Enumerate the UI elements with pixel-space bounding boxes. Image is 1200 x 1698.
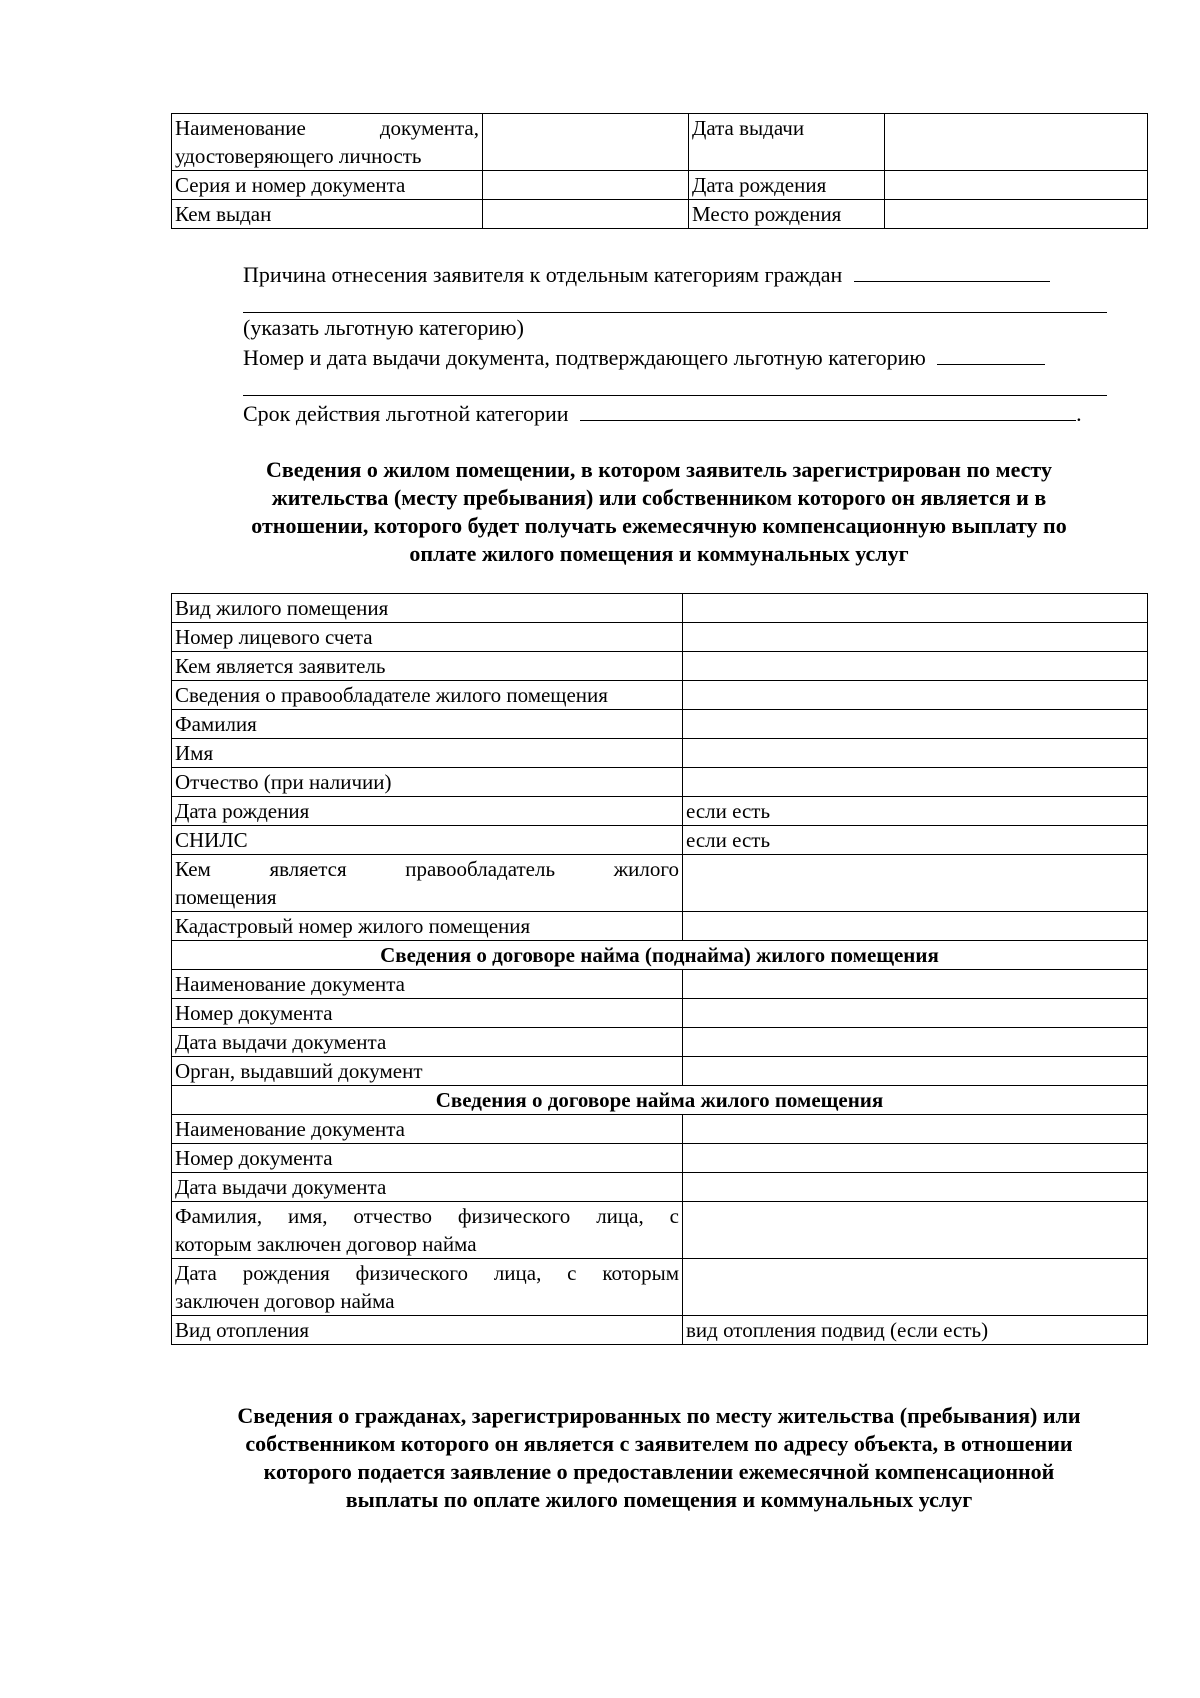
housing-row-label: Сведения о правообладателе жилого помещения [172,681,683,710]
series-number-value-cell[interactable] [483,171,689,200]
housing-row-value[interactable] [683,594,1148,623]
table-row [172,1316,1148,1345]
owner-who-word: жилого [613,857,679,881]
category-doc-row [243,342,1113,372]
category-reason-row [243,259,1113,289]
doc-name-word-1: Наименование [175,116,306,140]
category-doc-blank[interactable] [937,342,1045,365]
table-row [172,999,1148,1028]
owner-who-line-2: помещения [175,885,277,909]
tenant-name-line-1: Фамилия, имя, отчество физического лица, с [175,1204,679,1228]
category-reason-blank[interactable] [854,259,1050,282]
citizens-heading-line-1: Сведения о гражданах, зарегистрированных по месту жительства (пребывания) или [237,1403,1081,1428]
lease-section-title: Сведения о договоре найма жилого помещения [172,1086,1148,1115]
table-row [172,1028,1148,1057]
sublease-row-label: Наименование документа [172,970,683,999]
tenant-birth-line-2: заключен договор найма [175,1289,395,1313]
sublease-row-value[interactable] [683,1028,1148,1057]
table-row [172,652,1148,681]
table-row [172,1057,1148,1086]
category-validity-end: . [1076,401,1082,426]
table-row [172,941,1148,970]
housing-heading-line-4: оплате жилого помещения и коммунальных услуг [409,541,909,566]
cadastral-label: Кадастровый номер жилого помещения [172,912,683,941]
lease-row-value[interactable] [683,1115,1148,1144]
issue-date-value-cell[interactable] [885,114,1148,171]
identity-document-table [171,113,1148,229]
housing-heading-line-3: отношении, которого будет получать ежемесячную компенсационную выплату по [251,513,1067,538]
housing-row-label: Дата рождения [172,797,683,826]
tenant-birth-label-cell [172,1259,683,1316]
sublease-row-label: Орган, выдавший документ [172,1057,683,1086]
owner-who-value-cell[interactable] [683,855,1148,912]
housing-row-label: Имя [172,739,683,768]
table-row [172,623,1148,652]
category-validity-label: Срок действия льготной категории [243,401,569,426]
housing-row-label: Фамилия [172,710,683,739]
issued-by-value-cell[interactable] [483,200,689,229]
housing-row-value[interactable]: если есть [683,826,1148,855]
housing-section-heading [171,456,1147,568]
tenant-name-value-cell[interactable] [683,1202,1148,1259]
citizens-heading-line-4: выплаты по оплате жилого помещения и коммунальных услуг [345,1487,973,1512]
housing-row-label: СНИЛС [172,826,683,855]
table-row [172,594,1148,623]
owner-who-word: является [269,857,347,881]
housing-row-label: Вид жилого помещения [172,594,683,623]
category-reason-line-2[interactable] [243,312,1107,313]
series-number-label: Серия и номер документа [172,171,483,200]
sublease-row-value[interactable] [683,999,1148,1028]
sublease-row-label: Дата выдачи документа [172,1028,683,1057]
housing-row-label: Кем является заявитель [172,652,683,681]
lease-row-value[interactable] [683,1173,1148,1202]
tenant-birth-value-cell[interactable] [683,1259,1148,1316]
table-row [172,912,1148,941]
housing-row-value[interactable]: если есть [683,797,1148,826]
table-row [172,1259,1148,1316]
tenant-birth-line-1: Дата рождения физического лица, с которым [175,1261,679,1285]
category-validity-blank[interactable] [580,398,1076,421]
table-row [172,855,1148,912]
housing-row-value[interactable] [683,623,1148,652]
citizens-section-heading [171,1402,1147,1514]
owner-who-label-cell [172,855,683,912]
table-row [172,1144,1148,1173]
housing-rows [172,594,1148,1345]
lease-row-label: Наименование документа [172,1115,683,1144]
housing-row-value[interactable] [683,739,1148,768]
doc-name-value-cell[interactable] [483,114,689,171]
table-row [172,970,1148,999]
birth-date-label: Дата рождения [689,171,885,200]
table-row [172,1173,1148,1202]
category-doc-line-2[interactable] [243,395,1107,396]
table-row [172,1115,1148,1144]
sublease-row-value[interactable] [683,970,1148,999]
category-doc-label: Номер и дата выдачи документа, подтверждающего льготную категорию [243,345,926,370]
sublease-row-value[interactable] [683,1057,1148,1086]
housing-row-label: Отчество (при наличии) [172,768,683,797]
heating-label: Вид отопления [172,1316,683,1345]
housing-row-value[interactable] [683,710,1148,739]
birth-place-value-cell[interactable] [885,200,1148,229]
citizens-heading-line-3: которого подается заявление о предоставлении ежемесячной компенсационной [263,1459,1055,1484]
table-row [172,1202,1148,1259]
housing-heading-line-1: Сведения о жилом помещении, в котором заявитель зарегистрирован по месту [266,457,1052,482]
housing-info-table [171,593,1148,1345]
tenant-name-label-cell [172,1202,683,1259]
tenant-name-line-2: которым заключен договор найма [175,1232,477,1256]
doc-name-word-2: документа, [379,116,479,140]
table-row [172,768,1148,797]
table-row [172,826,1148,855]
housing-row-value[interactable] [683,681,1148,710]
category-hint-row [243,314,1113,342]
category-validity-row [243,398,1113,428]
owner-who-word: правообладатель [405,857,556,881]
issued-by-label: Кем выдан [172,200,483,229]
table-row [172,681,1148,710]
lease-row-label: Дата выдачи документа [172,1173,683,1202]
category-reason-label: Причина отнесения заявителя к отдельным категориям граждан [243,262,843,287]
sublease-row-label: Номер документа [172,999,683,1028]
table-row [172,739,1148,768]
housing-row-value[interactable] [683,768,1148,797]
housing-row-label: Номер лицевого счета [172,623,683,652]
table-row [172,710,1148,739]
sublease-section-title: Сведения о договоре найма (поднайма) жилого помещения [172,941,1148,970]
table-row [172,797,1148,826]
birth-place-label: Место рождения [689,200,885,229]
citizens-heading-line-2: собственником которого он является с заявителем по адресу объекта, в отношении [245,1431,1073,1456]
owner-who-word: Кем [175,857,211,881]
housing-heading-line-2: жительства (месту пребывания) или собственником которого он является и в [271,485,1047,510]
doc-name-line-2: удостоверяющего личность [175,144,422,168]
cadastral-value-cell[interactable] [683,912,1148,941]
lease-row-label: Номер документа [172,1144,683,1173]
issue-date-label: Дата выдачи [689,114,885,171]
birth-date-value-cell[interactable] [885,171,1148,200]
table-row [172,1086,1148,1115]
housing-row-value[interactable] [683,652,1148,681]
heating-value[interactable]: вид отопления подвид (если есть) [683,1316,1148,1345]
doc-name-label-cell [172,114,483,171]
category-reason-hint: (указать льготную категорию) [243,315,524,340]
lease-row-value[interactable] [683,1144,1148,1173]
